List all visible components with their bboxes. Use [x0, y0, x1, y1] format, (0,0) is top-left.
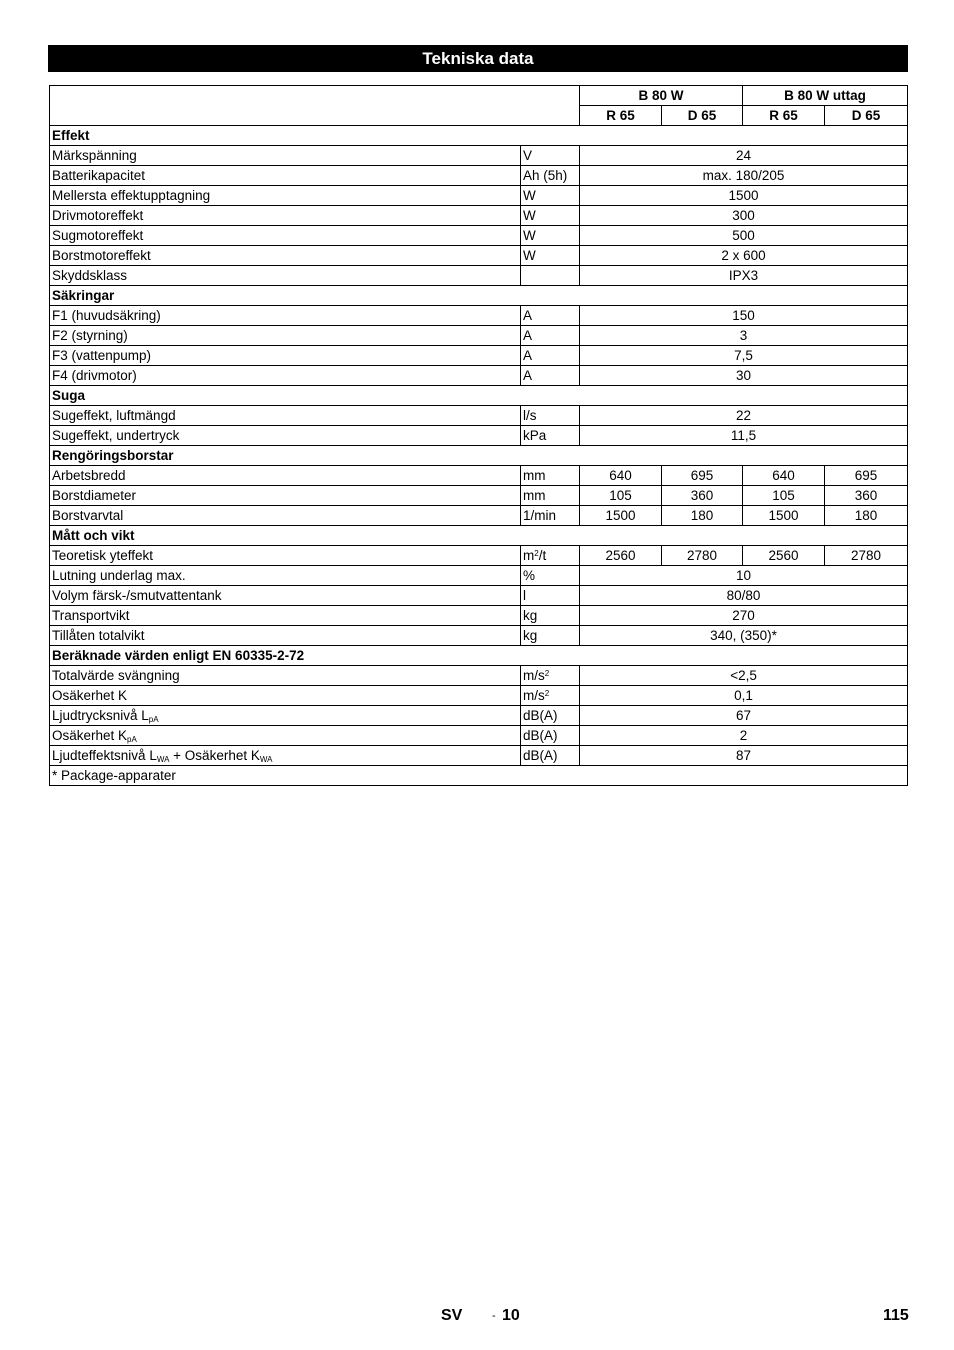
header-variant: R 65: [580, 106, 662, 126]
row-value: 340, (350)*: [580, 626, 908, 646]
unit-rest: /t: [538, 548, 547, 563]
row-label: Sugeffekt, luftmängd: [50, 406, 521, 426]
row-value: max. 180/205: [580, 166, 908, 186]
header-model-b80w: B 80 W: [580, 86, 743, 106]
row-label: Totalvärde svängning: [50, 666, 521, 686]
table-row: [50, 746, 908, 766]
row-label: Lutning underlag max.: [50, 566, 521, 586]
row-value: 67: [580, 706, 908, 726]
row-label: Sugmotoreffekt: [50, 226, 521, 246]
row-label: [50, 706, 521, 726]
label-subscript: WA: [156, 755, 170, 764]
row-value: 2560: [580, 546, 662, 566]
header-variant: D 65: [662, 106, 743, 126]
section-row: [50, 446, 908, 466]
row-value: 640: [580, 466, 662, 486]
row-label: Tillåten totalvikt: [50, 626, 521, 646]
table-row: [50, 346, 908, 366]
row-value: 300: [580, 206, 908, 226]
label-base: Osäkerhet K: [52, 728, 128, 743]
row-value: IPX3: [580, 266, 908, 286]
row-unit: [521, 686, 580, 706]
table-row: [50, 726, 908, 746]
table-row: [50, 586, 908, 606]
row-value: 1500: [580, 506, 662, 526]
row-label: F4 (drivmotor): [50, 366, 521, 386]
header-variant: D 65: [825, 106, 908, 126]
row-value: 11,5: [580, 426, 908, 446]
table-row: [50, 546, 908, 566]
section-row: [50, 526, 908, 546]
footer-page-number: 115: [883, 1307, 909, 1324]
table-row: [50, 206, 908, 226]
row-unit: [521, 266, 580, 286]
row-value: 2: [580, 726, 908, 746]
unit-base: m/s: [523, 688, 545, 703]
section-row: [50, 286, 908, 306]
row-label: Borstmotoreffekt: [50, 246, 521, 266]
row-label: F1 (huvudsäkring): [50, 306, 521, 326]
row-label: Borstdiameter: [50, 486, 521, 506]
row-unit: A: [521, 366, 580, 386]
footer-language: SV: [441, 1307, 463, 1324]
row-value: 2780: [825, 546, 908, 566]
section-row: [50, 126, 908, 146]
row-label: Skyddsklass: [50, 266, 521, 286]
section-suga: Suga: [50, 386, 908, 406]
row-value: 0,1: [580, 686, 908, 706]
row-unit: A: [521, 346, 580, 366]
row-value: 640: [743, 466, 825, 486]
row-label: Drivmotoreffekt: [50, 206, 521, 226]
table-row: [50, 266, 908, 286]
section-berakn: Beräknade värden enligt EN 60335-2-72: [50, 646, 908, 666]
row-unit: V: [521, 146, 580, 166]
row-value: 2780: [662, 546, 743, 566]
label-base: Ljudtrycksnivå L: [52, 708, 149, 723]
row-unit: kg: [521, 606, 580, 626]
row-value: 10: [580, 566, 908, 586]
row-label: Batterikapacitet: [50, 166, 521, 186]
table-row: [50, 666, 908, 686]
label-part: + Osäkerhet K: [169, 748, 260, 763]
row-value: 180: [662, 506, 743, 526]
row-unit: W: [521, 246, 580, 266]
table-row: [50, 686, 908, 706]
table-row: [50, 606, 908, 626]
table-row: [50, 406, 908, 426]
section-effekt: Effekt: [50, 126, 908, 146]
row-label: F2 (styrning): [50, 326, 521, 346]
unit-base: m: [523, 548, 535, 563]
row-value: 24: [580, 146, 908, 166]
section-borstar: Rengöringsborstar: [50, 446, 908, 466]
row-label: Volym färsk-/smutvattentank: [50, 586, 521, 606]
header-model-b80w-uttag: B 80 W uttag: [743, 86, 908, 106]
section-row: [50, 386, 908, 406]
table-row: [50, 306, 908, 326]
row-unit: [521, 666, 580, 686]
technical-data-table: [49, 85, 908, 786]
table-row: [50, 186, 908, 206]
row-value: 150: [580, 306, 908, 326]
header-row-models: [50, 86, 908, 106]
footer-dash: -: [492, 1310, 496, 1322]
row-value: 3: [580, 326, 908, 346]
row-value: 30: [580, 366, 908, 386]
row-unit: mm: [521, 466, 580, 486]
table-row: [50, 506, 908, 526]
row-unit: dB(A): [521, 706, 580, 726]
row-unit: dB(A): [521, 746, 580, 766]
row-label: [50, 746, 521, 766]
row-value: 360: [825, 486, 908, 506]
row-value: 1500: [743, 506, 825, 526]
row-unit: l/s: [521, 406, 580, 426]
row-value: 360: [662, 486, 743, 506]
row-value: 1500: [580, 186, 908, 206]
row-label: Osäkerhet K: [50, 686, 521, 706]
row-unit: 1/min: [521, 506, 580, 526]
table-row: [50, 246, 908, 266]
section-sakringar: Säkringar: [50, 286, 908, 306]
row-value: 7,5: [580, 346, 908, 366]
section-matt: Mått och vikt: [50, 526, 908, 546]
label-part: Ljudteffektsnivå L: [52, 748, 157, 763]
row-unit: [521, 546, 580, 566]
row-value: 2 x 600: [580, 246, 908, 266]
label-subscript: pA: [148, 715, 159, 724]
row-label: Teoretisk yteffekt: [50, 546, 521, 566]
header-variant: R 65: [743, 106, 825, 126]
row-label: Arbetsbredd: [50, 466, 521, 486]
row-value: 2560: [743, 546, 825, 566]
row-unit: W: [521, 186, 580, 206]
row-value: 270: [580, 606, 908, 626]
row-unit: dB(A): [521, 726, 580, 746]
table-row: [50, 226, 908, 246]
label-subscript: WA: [259, 755, 273, 764]
row-value: 695: [825, 466, 908, 486]
footer-section-page: 10: [502, 1307, 520, 1324]
row-value: 80/80: [580, 586, 908, 606]
row-label: F3 (vattenpump): [50, 346, 521, 366]
row-unit: W: [521, 206, 580, 226]
row-unit: kg: [521, 626, 580, 646]
row-value: 500: [580, 226, 908, 246]
row-label: Mellersta effektupptagning: [50, 186, 521, 206]
row-value: 695: [662, 466, 743, 486]
row-unit: A: [521, 326, 580, 346]
row-unit: %: [521, 566, 580, 586]
page-title: Tekniska data: [48, 45, 908, 72]
table-row: [50, 326, 908, 346]
unit-superscript: 2: [534, 549, 539, 558]
header-blank-cell: [50, 86, 580, 126]
row-label: Märkspänning: [50, 146, 521, 166]
unit-superscript: 2: [544, 689, 550, 698]
table-row: [50, 706, 908, 726]
row-value: 105: [743, 486, 825, 506]
row-value: 180: [825, 506, 908, 526]
row-unit: Ah (5h): [521, 166, 580, 186]
row-label: Transportvikt: [50, 606, 521, 626]
row-label: Borstvarvtal: [50, 506, 521, 526]
row-unit: A: [521, 306, 580, 326]
unit-base: m/s: [523, 668, 545, 683]
table-row: [50, 426, 908, 446]
table-row: [50, 146, 908, 166]
row-value: 105: [580, 486, 662, 506]
table-row: [50, 466, 908, 486]
row-value: <2,5: [580, 666, 908, 686]
row-unit: mm: [521, 486, 580, 506]
footnote-row: [50, 766, 908, 786]
row-label: Sugeffekt, undertryck: [50, 426, 521, 446]
table-row: [50, 566, 908, 586]
unit-superscript: 2: [544, 669, 550, 678]
section-row: [50, 646, 908, 666]
row-unit: kPa: [521, 426, 580, 446]
label-subscript: pA: [127, 735, 137, 744]
row-value: 87: [580, 746, 908, 766]
table-row: [50, 486, 908, 506]
table-row: [50, 166, 908, 186]
row-unit: W: [521, 226, 580, 246]
row-label: [50, 726, 521, 746]
table-row: [50, 366, 908, 386]
table-row: [50, 626, 908, 646]
row-unit: l: [521, 586, 580, 606]
row-value: 22: [580, 406, 908, 426]
footnote: * Package-apparater: [50, 766, 908, 786]
